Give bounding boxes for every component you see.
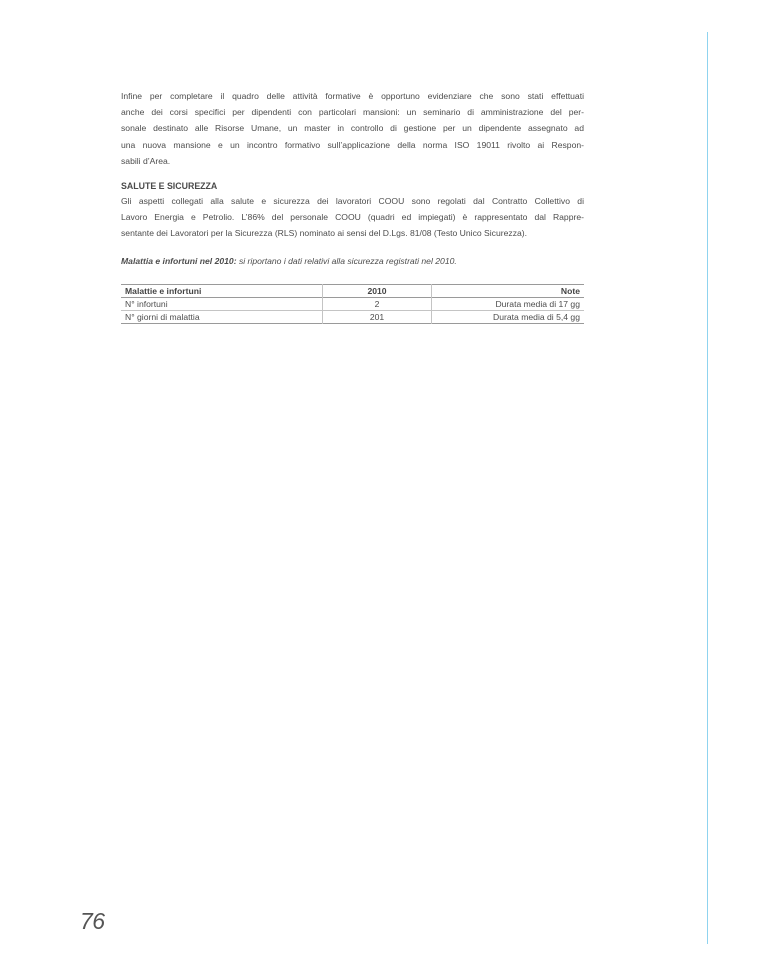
text-line: sentante dei Lavoratori per la Sicurezza (RLS) nominato ai sensi del D.Lgs. 81/08 (Testo Unico Sicurezza).	[121, 228, 528, 239]
header-notes: Note	[560, 285, 580, 296]
safety-table	[121, 284, 584, 324]
cell-value: 201	[323, 310, 432, 323]
margin-rule	[707, 32, 708, 944]
header-category: Malattie e infortuni	[125, 285, 202, 296]
caption-text: si riportano i dati relativi alla sicurezza registrati nel 2010.	[236, 255, 457, 266]
text-line: Infine per completare il quadro delle attività formative è opportuno evidenziare che sono stati effettuati	[121, 91, 584, 101]
text-line: Gli aspetti collegati alla salute e sicurezza dei lavoratori COOU sono regolati dal Contratto Collettivo di	[121, 196, 584, 207]
cell-value: 2	[323, 297, 432, 310]
page-number: 76	[80, 908, 105, 934]
text-line: Lavoro Energia e Petrolio. L’86% del personale COOU (quadri ed impiegati) è rappresentato dal Rappre-	[121, 212, 584, 223]
table-row	[121, 310, 584, 323]
cell-note: Durata media di 5,4 gg	[493, 311, 580, 322]
table-header-row	[121, 284, 584, 297]
text-line: anche dei corsi specifici per dipendenti con particolari mansioni: un seminario di amministrazione del per-	[121, 107, 584, 118]
main-content	[121, 88, 584, 324]
header-year: 2010	[323, 284, 432, 297]
table-row	[121, 297, 584, 310]
caption-title: Malattia e infortuni nel 2010:	[121, 255, 237, 266]
cell-category: N° giorni di malattia	[125, 311, 200, 322]
safety-paragraph	[121, 193, 584, 242]
table-caption	[121, 254, 584, 268]
intro-paragraph	[121, 88, 584, 169]
section-heading: SALUTE E SICUREZZA	[121, 181, 218, 192]
text-line: una nuova mansione e un incontro formativo sull’applicazione della norma ISO 19011 rivolto ai Respon-	[121, 139, 584, 150]
text-line: sabili d’Area.	[121, 155, 171, 166]
text-line: sonale destinato alle Risorse Umane, un master in controllo di gestione per un dipendente assegnato ad	[121, 123, 584, 134]
cell-category: N° infortuni	[125, 298, 168, 309]
cell-note: Durata media di 17 gg	[495, 298, 580, 309]
